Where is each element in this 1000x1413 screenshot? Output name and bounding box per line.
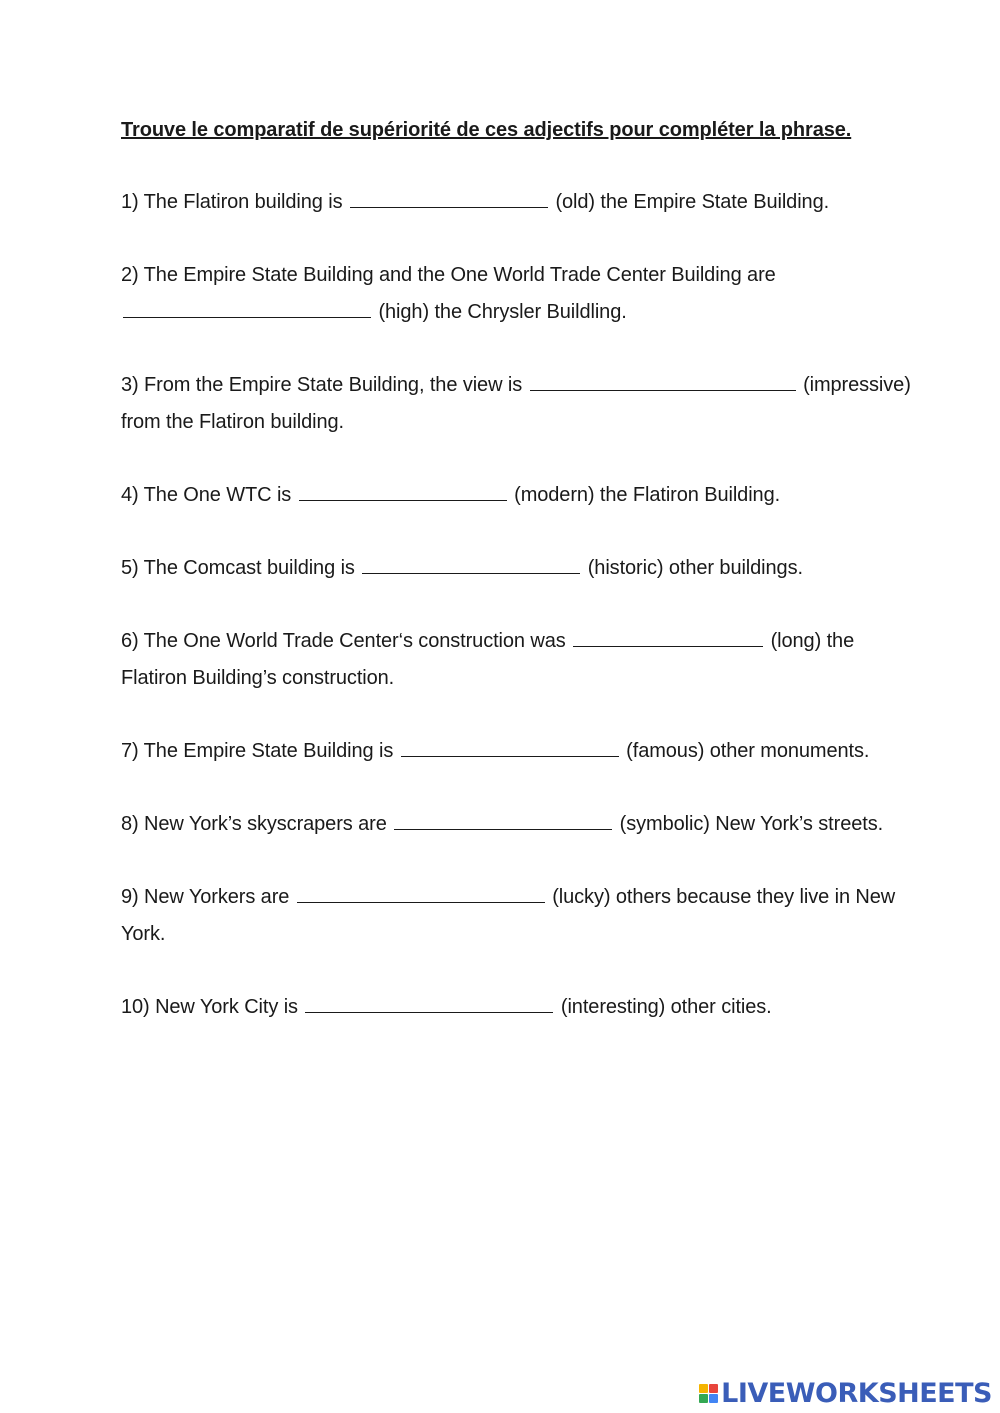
question-2-text-before: 2) The Empire State Building and the One World Trade Center Building are bbox=[121, 264, 776, 286]
question-9-text-before: 9) New Yorkers are bbox=[121, 886, 290, 908]
instructions-heading: Trouve le comparatif de supériorité de ces adjectifs pour compléter la phrase. bbox=[121, 119, 852, 141]
question-4-answer-blank[interactable] bbox=[299, 482, 507, 501]
question-5-text-after: (historic) other buildings. bbox=[587, 557, 803, 579]
question-9 bbox=[121, 879, 911, 953]
question-2-answer-blank[interactable] bbox=[123, 299, 371, 318]
question-4-text-before: 4) The One WTC is bbox=[121, 484, 292, 506]
question-7-answer-blank[interactable] bbox=[401, 738, 619, 757]
question-2-text-after: (high) the Chrysler Buildling. bbox=[378, 301, 627, 323]
worksheet bbox=[121, 112, 911, 1062]
question-5 bbox=[121, 550, 911, 587]
question-8-text-before: 8) New York’s skyscrapers are bbox=[121, 813, 387, 835]
question-3 bbox=[121, 367, 911, 441]
liveworksheets-logo-icon bbox=[699, 1384, 718, 1403]
question-6-text-after: (long) the Flatiron Building’s construction. bbox=[121, 630, 855, 689]
question-9-text-after: (lucky) others because they live in New York. bbox=[121, 886, 896, 945]
logo-square-4 bbox=[709, 1394, 718, 1403]
question-8-text-after: (symbolic) New York’s streets. bbox=[619, 813, 884, 835]
question-4 bbox=[121, 477, 911, 514]
question-7 bbox=[121, 733, 911, 770]
liveworksheets-logo[interactable] bbox=[699, 1378, 992, 1408]
question-10-answer-blank[interactable] bbox=[305, 994, 553, 1013]
logo-square-1 bbox=[699, 1384, 708, 1393]
question-8-answer-blank[interactable] bbox=[394, 811, 612, 830]
question-5-text-before: 5) The Comcast building is bbox=[121, 557, 355, 579]
question-1 bbox=[121, 184, 911, 221]
question-2 bbox=[121, 257, 911, 331]
question-6 bbox=[121, 623, 911, 697]
question-7-text-before: 7) The Empire State Building is bbox=[121, 740, 394, 762]
question-8 bbox=[121, 806, 911, 843]
question-1-text-after: (old) the Empire State Building. bbox=[555, 191, 830, 213]
question-4-text-after: (modern) the Flatiron Building. bbox=[514, 484, 781, 506]
logo-square-2 bbox=[709, 1384, 718, 1393]
logo-square-3 bbox=[699, 1394, 708, 1403]
question-6-answer-blank[interactable] bbox=[573, 628, 763, 647]
question-10 bbox=[121, 989, 911, 1026]
question-5-answer-blank[interactable] bbox=[362, 555, 580, 574]
question-1-answer-blank[interactable] bbox=[350, 189, 548, 208]
question-3-text-before: 3) From the Empire State Building, the view is bbox=[121, 374, 523, 396]
question-10-text-before: 10) New York City is bbox=[121, 996, 298, 1018]
question-1-text-before: 1) The Flatiron building is bbox=[121, 191, 343, 213]
question-3-answer-blank[interactable] bbox=[530, 372, 796, 391]
question-9-answer-blank[interactable] bbox=[297, 884, 545, 903]
question-7-text-after: (famous) other monuments. bbox=[626, 740, 870, 762]
question-6-text-before: 6) The One World Trade Center‘s construction was bbox=[121, 630, 566, 652]
question-3-text-after: (impressive) from the Flatiron building. bbox=[121, 374, 911, 433]
question-10-text-after: (interesting) other cities. bbox=[560, 996, 772, 1018]
liveworksheets-logo-text: LIVEWORKSHEETS bbox=[721, 1377, 992, 1409]
